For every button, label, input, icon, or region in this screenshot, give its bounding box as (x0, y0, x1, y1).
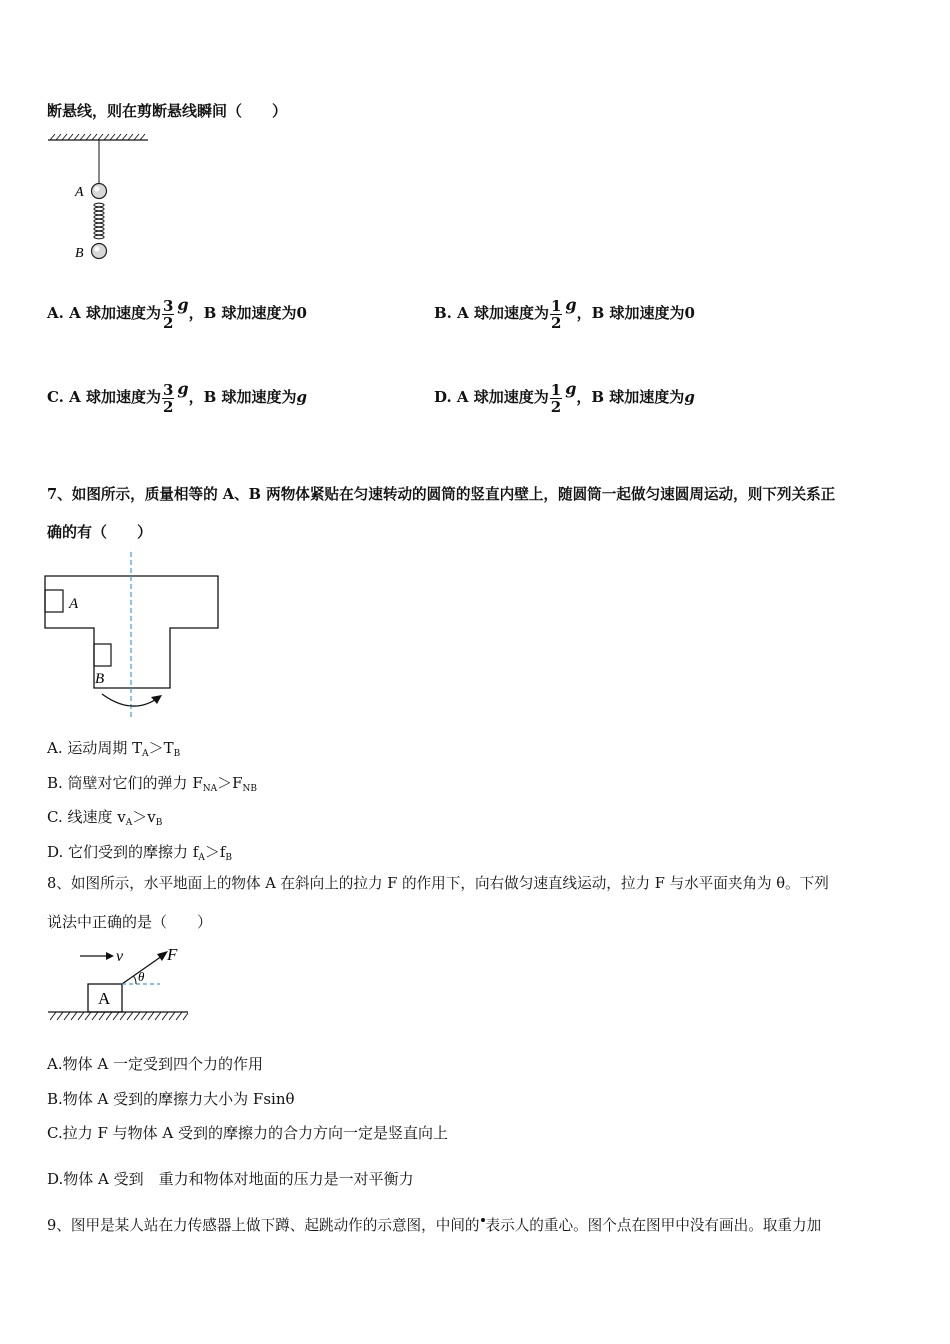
q8-stem-line1: 8、如图所示，水平地面上的物体 A 在斜向上的拉力 F 的作用下，向右做匀速直线运动，拉力 F 与水平面夹角为 θ。下列 (47, 875, 829, 892)
q6-option-c[interactable]: C. A 球加速度为 $\frac{3}{2}$ g，B 球加速度为g (47, 379, 308, 416)
block-a (45, 590, 63, 612)
q6-stem-tail: 断悬线，则在剪断悬线瞬间（ ） (47, 102, 288, 120)
q8-option-a[interactable]: A.物体 A 一定受到四个力的作用 (47, 1055, 263, 1073)
q6-option-d[interactable]: D. A 球加速度为 $\frac{1}{2}$ g，B 球加速度为g (434, 379, 695, 416)
label-theta: θ (138, 969, 145, 984)
q8-force-figure (46, 940, 196, 1030)
ball-b (92, 244, 107, 259)
center-of-gravity-dot-icon (481, 1218, 485, 1222)
label-a: A (69, 596, 79, 612)
label-f: F (167, 945, 178, 964)
q7-option-d[interactable]: D. 它们受到的摩擦力 $f_A>f_B$ (47, 843, 233, 863)
q7-stem-line1: 7、如图所示，质量相等的 A、B 两物体紧贴在匀速转动的圆筒的竖直内壁上，随圆筒一起做匀速圆周运动，则下列关系正 (47, 486, 836, 503)
q6-option-a[interactable]: A. A 球加速度为 $\frac{3}{2}$ g，B 球加速度为0 (47, 295, 307, 332)
q9-stem: 9、图甲是某人站在力传感器上做下蹲、起跳动作的示意图，中间的 表示人的重心。图个点在图甲中没有画出。取重力加 (47, 1217, 822, 1234)
q6-option-b[interactable]: B. A 球加速度为 $\frac{1}{2}$ g，B 球加速度为0 (434, 295, 695, 332)
q7-option-c[interactable]: C. 线速度 $v_A>v_B$ (47, 808, 163, 828)
q6-spring-figure (46, 130, 156, 265)
q7-option-b[interactable]: B. 筒壁对它们的弹力 $F_{NA}>F_{NB}$ (47, 774, 258, 794)
block-b (94, 644, 111, 666)
q8-option-c[interactable]: C.拉力 F 与物体 A 受到的摩擦力的合力方向一定是竖直向上 (47, 1124, 449, 1142)
q7-option-a[interactable]: A. 运动周期 $T_A>T_B$ (47, 739, 181, 759)
label-box: A (98, 989, 111, 1008)
label-b: B (75, 246, 84, 261)
q8-option-d[interactable]: D.物体 A 受到 重力和物体对地面的压力是一对平衡力 (47, 1170, 414, 1188)
q8-option-b[interactable]: B.物体 A 受到的摩擦力大小为 Fsinθ (47, 1090, 295, 1108)
q7-cylinder-figure (44, 552, 224, 722)
label-v: v (116, 948, 124, 965)
q7-stem-line2: 确的有（ ） (47, 523, 153, 541)
ball-a (92, 184, 107, 199)
label-a: A (75, 185, 84, 200)
q8-stem-line2: 说法中正确的是（ ） (47, 913, 213, 931)
label-b: B (95, 671, 105, 687)
